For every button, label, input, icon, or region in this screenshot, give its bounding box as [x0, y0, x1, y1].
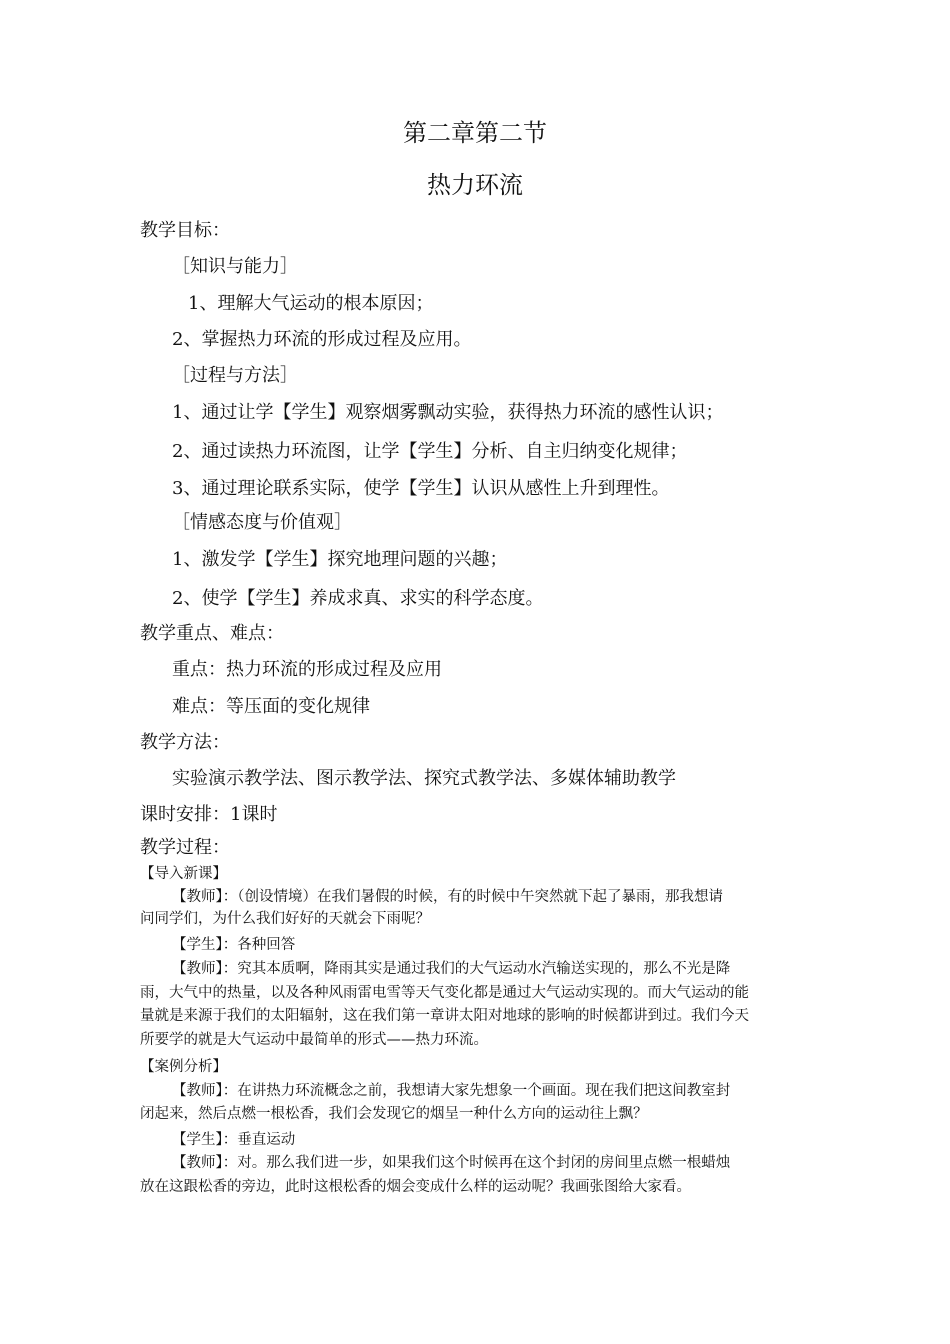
intro-heading: 【导入新课】: [140, 866, 227, 882]
intro-teacher-1-line-2: 问同学们，为什么我们好好的天就会下雨呢？: [140, 911, 430, 927]
schedule: 课时安排：1课时: [140, 804, 278, 825]
case-teacher-1-line-2: 闭起来，然后点燃一根松香，我们会发现它的烟呈一种什么方向的运动往上飘？: [140, 1106, 648, 1122]
key-point: 重点：热力环流的形成过程及应用: [172, 659, 442, 680]
difficult-point: 难点：等压面的变化规律: [172, 696, 370, 717]
process-heading: ［过程与方法］: [172, 365, 298, 386]
process-item-3: 3、通过理论联系实际，使学【学生】认识从感性上升到理性。: [172, 478, 670, 499]
knowledge-item-2: 2、掌握热力环流的形成过程及应用。: [172, 329, 472, 350]
process-steps-heading: 教学过程：: [140, 837, 230, 858]
process-item-1: 1、通过让学【学生】观察烟雾飘动实验，获得热力环流的感性认识；: [172, 402, 724, 423]
knowledge-item-1: 1、理解大气运动的根本原因；: [188, 293, 434, 314]
intro-teacher-2-line-2: 雨，大气中的热量，以及各种风雨雷电雪等天气变化都是通过大气运动实现的。而大气运动的能: [140, 985, 749, 1001]
case-student-1: 【学生】：垂直运动: [172, 1132, 296, 1148]
knowledge-heading: ［知识与能力］: [172, 256, 298, 277]
process-item-2: 2、通过读热力环流图，让学【学生】分析、自主归纳变化规律；: [172, 441, 688, 462]
intro-teacher-1-line-1: 【教师】：（创设情境）在我们暑假的时候，有的时候中午突然就下起了暴雨，那我想请: [172, 889, 723, 905]
intro-teacher-2-line-1: 【教师】：究其本质啊，降雨其实是通过我们的大气运动水汽输送实现的，那么不光是降: [172, 961, 731, 977]
intro-teacher-2-line-3: 量就是来源于我们的太阳辐射，这在我们第一章讲太阳对地球的影响的时候都讲到过。我们今天: [140, 1008, 749, 1024]
emotion-item-2: 2、使学【学生】养成求真、求实的科学态度。: [172, 588, 544, 609]
case-teacher-2-line-1: 【教师】：对。那么我们进一步，如果我们这个时候再在这个封闭的房间里点燃一根蜡烛: [172, 1155, 731, 1171]
objectives-heading: 教学目标：: [140, 220, 230, 241]
intro-teacher-2-line-4: 所要学的就是大气运动中最简单的形式——热力环流。: [140, 1032, 488, 1048]
case-teacher-2-line-2: 放在这跟松香的旁边，此时这根松香的烟会变成什么样的运动呢？我画张图给大家看。: [140, 1179, 691, 1195]
methods-content: 实验演示教学法、图示教学法、探究式教学法、多媒体辅助教学: [172, 768, 676, 789]
keypoints-heading: 教学重点、难点：: [140, 623, 284, 644]
emotion-heading: ［情感态度与价值观］: [172, 512, 352, 533]
chapter-title: 第二章第二节: [403, 119, 547, 147]
case-heading: 【案例分析】: [140, 1059, 227, 1075]
methods-heading: 教学方法：: [140, 732, 230, 753]
lesson-title: 热力环流: [427, 171, 523, 199]
emotion-item-1: 1、激发学【学生】探究地理问题的兴趣；: [172, 549, 508, 570]
intro-student-1: 【学生】：各种回答: [172, 937, 296, 953]
case-teacher-1-line-1: 【教师】：在讲热力环流概念之前，我想请大家先想象一个画面。现在我们把这间教室封: [172, 1083, 731, 1099]
